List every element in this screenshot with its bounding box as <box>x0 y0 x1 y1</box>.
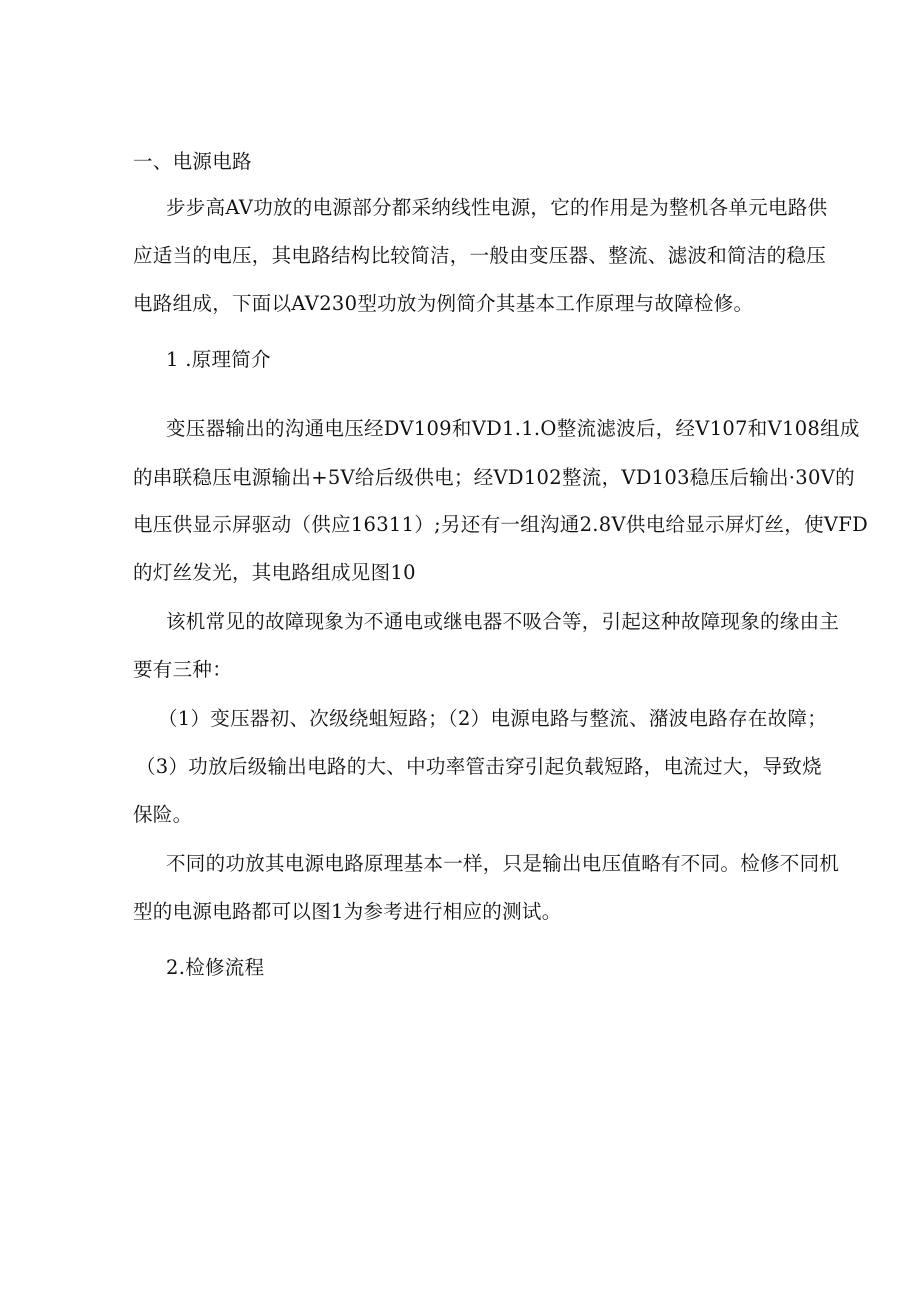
intro-line: 应适当的电压，其电路结构比较简洁，一般由变压器、整流、滤波和简洁的稳压 <box>133 244 827 267</box>
intro-line: 电路组成，下面以AV230型功放为例简介其基本工作原理与故障检修。 <box>133 292 754 315</box>
principle-line: 变压器输出的沟通电压经DV109和VD1.1.O整流滤波后，经V107和V108组成 <box>166 417 860 440</box>
principle-line: 的灯丝发光，其电路组成见图10 <box>133 561 416 584</box>
cause-line: （1）变压器初、次级绕蛆短路；（2）电源电路与整流、潴波电路存在故障； <box>158 707 828 730</box>
subsection-heading-principle: 1 .原理简介 <box>166 348 271 371</box>
fault-line: 该机常见的故障现象为不通电或继电器不吸合等，引起这种故障现象的缘由主 <box>166 610 840 633</box>
note-line: 不同的功放其电源电路原理基本一样，只是输出电压值略有不同。检修不同机 <box>166 852 840 875</box>
fault-line: 要有三种： <box>133 658 233 681</box>
cause-line: （3）功放后级输出电路的大、中功率管击穿引起负载短路，电流过大，导致烧 <box>136 755 822 778</box>
principle-line: 电压供显示屏驱动（供应16311）;另还有一组沟通2.8V供电给显示屏灯丝，使VFD <box>133 513 869 536</box>
intro-line: 步步高AV功放的电源部分都采纳线性电源，它的作用是为整机各单元电路供 <box>166 196 828 219</box>
cause-line: 保险。 <box>133 803 193 826</box>
principle-line: 的串联稳压电源输出+5V给后级供电；经VD102整流，VD103稳压后输出·30V的 <box>133 466 855 489</box>
note-line: 型的电源电路都可以图1为参考进行相应的测试。 <box>133 900 562 923</box>
section-heading: 一、电源电路 <box>133 150 252 173</box>
subsection-heading-repair-flow: 2.检修流程 <box>166 956 265 979</box>
